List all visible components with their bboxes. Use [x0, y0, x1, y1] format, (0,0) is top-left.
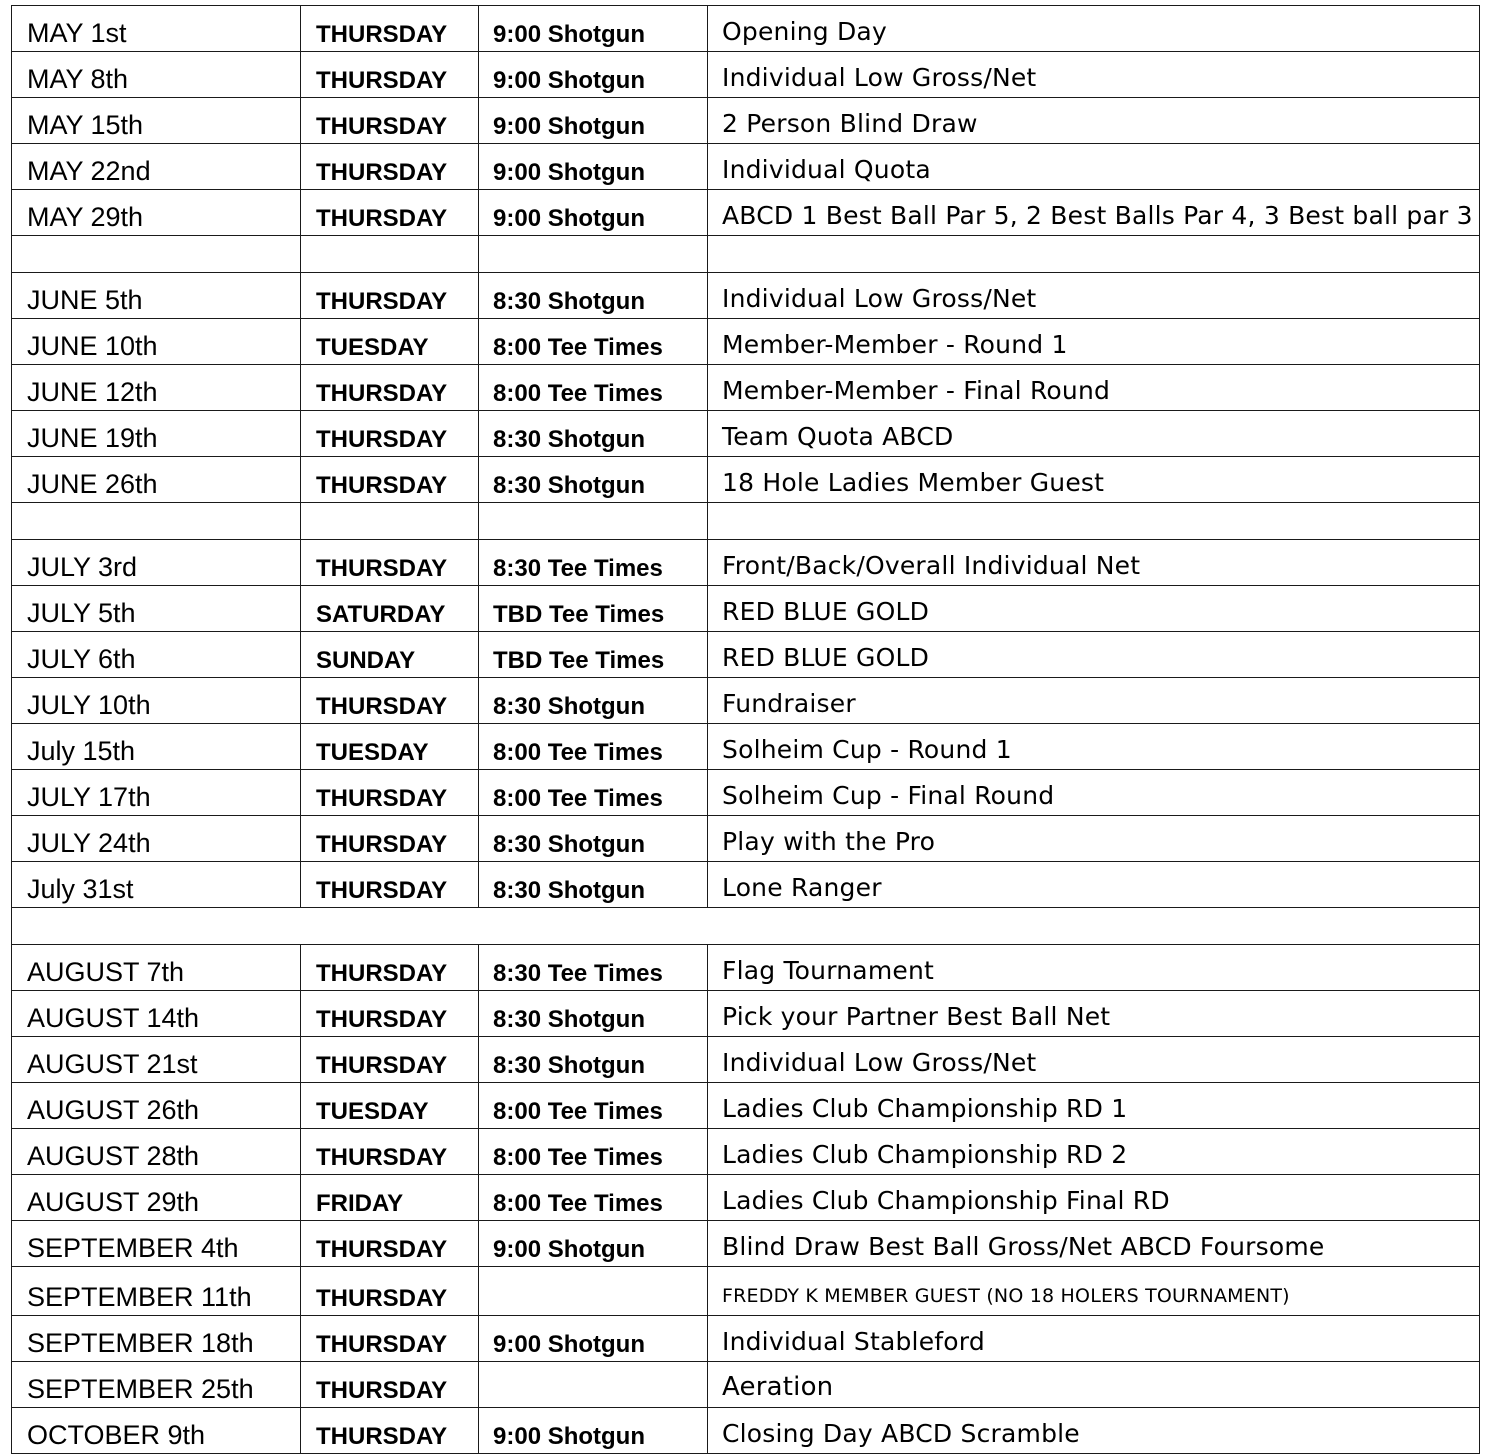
event-date: July 15th — [12, 724, 301, 770]
event-date: JUNE 12th — [12, 365, 301, 411]
spacer-cell — [301, 908, 479, 945]
schedule-row — [12, 1362, 1480, 1408]
event-date: JULY 3rd — [12, 540, 301, 586]
spacer-cell — [708, 503, 1480, 540]
event-date: AUGUST 21st — [12, 1037, 301, 1083]
event-name: RED BLUE GOLD — [708, 586, 1480, 632]
event-weekday: THURSDAY — [301, 52, 479, 98]
event-start-time: 8:00 Tee Times — [479, 724, 708, 770]
event-start-time: 9:00 Shotgun — [479, 190, 708, 236]
event-weekday: THURSDAY — [301, 6, 479, 52]
event-date: AUGUST 28th — [12, 1129, 301, 1175]
event-name: Individual Low Gross/Net — [708, 273, 1480, 319]
schedule-row — [12, 144, 1480, 190]
event-weekday: THURSDAY — [301, 273, 479, 319]
event-start-time: 8:30 Tee Times — [479, 540, 708, 586]
event-weekday: THURSDAY — [301, 98, 479, 144]
event-name: ABCD 1 Best Ball Par 5, 2 Best Balls Par 4, 3 Best ball par 3 — [708, 190, 1480, 236]
event-start-time — [479, 1362, 708, 1408]
event-date: AUGUST 29th — [12, 1175, 301, 1221]
spacer-row — [12, 503, 1480, 540]
event-date: AUGUST 7th — [12, 945, 301, 991]
schedule-row — [12, 1175, 1480, 1221]
schedule-row — [12, 724, 1480, 770]
event-date: SEPTEMBER 25th — [12, 1362, 301, 1408]
event-name: Ladies Club Championship RD 2 — [708, 1129, 1480, 1175]
event-weekday: THURSDAY — [301, 365, 479, 411]
event-name: Ladies Club Championship Final RD — [708, 1175, 1480, 1221]
schedule-row — [12, 862, 1480, 908]
event-start-time: 8:30 Tee Times — [479, 945, 708, 991]
event-name: Team Quota ABCD — [708, 411, 1480, 457]
event-weekday: THURSDAY — [301, 411, 479, 457]
event-start-time: 8:30 Shotgun — [479, 816, 708, 862]
event-date: July 31st — [12, 862, 301, 908]
event-weekday: TUESDAY — [301, 319, 479, 365]
schedule-row — [12, 365, 1480, 411]
event-start-time: 8:30 Shotgun — [479, 273, 708, 319]
schedule-row — [12, 457, 1480, 503]
event-name: Individual Low Gross/Net — [708, 1037, 1480, 1083]
event-name: Lone Ranger — [708, 862, 1480, 908]
event-start-time: TBD Tee Times — [479, 586, 708, 632]
event-date: MAY 8th — [12, 52, 301, 98]
event-name: Solheim Cup - Round 1 — [708, 724, 1480, 770]
event-start-time: 8:00 Tee Times — [479, 1129, 708, 1175]
event-start-time: 9:00 Shotgun — [479, 1316, 708, 1362]
event-start-time: 8:30 Shotgun — [479, 1037, 708, 1083]
event-weekday: THURSDAY — [301, 1316, 479, 1362]
schedule-row — [12, 98, 1480, 144]
event-date: AUGUST 26th — [12, 1083, 301, 1129]
schedule-row — [12, 411, 1480, 457]
event-date: AUGUST 14th — [12, 991, 301, 1037]
event-start-time: 8:00 Tee Times — [479, 1083, 708, 1129]
schedule-row — [12, 816, 1480, 862]
event-start-time: 9:00 Shotgun — [479, 98, 708, 144]
event-name: RED BLUE GOLD — [708, 632, 1480, 678]
schedule-row — [12, 678, 1480, 724]
event-start-time — [479, 1267, 708, 1316]
schedule-row — [12, 632, 1480, 678]
event-date: MAY 22nd — [12, 144, 301, 190]
spacer-cell — [301, 503, 479, 540]
event-date: JUNE 19th — [12, 411, 301, 457]
event-start-time: 8:00 Tee Times — [479, 319, 708, 365]
event-name: Closing Day ABCD Scramble — [708, 1408, 1480, 1454]
event-date: JULY 5th — [12, 586, 301, 632]
event-name: 18 Hole Ladies Member Guest — [708, 457, 1480, 503]
event-name: Individual Stableford — [708, 1316, 1480, 1362]
spacer-cell — [708, 908, 1480, 945]
event-weekday: SATURDAY — [301, 586, 479, 632]
schedule-row — [12, 1129, 1480, 1175]
event-weekday: THURSDAY — [301, 945, 479, 991]
event-weekday: THURSDAY — [301, 1129, 479, 1175]
schedule-row — [12, 770, 1480, 816]
event-date: JULY 10th — [12, 678, 301, 724]
event-name: Individual Low Gross/Net — [708, 52, 1480, 98]
event-date: JULY 24th — [12, 816, 301, 862]
event-start-time: 8:00 Tee Times — [479, 365, 708, 411]
event-date: JUNE 26th — [12, 457, 301, 503]
event-name: Blind Draw Best Ball Gross/Net ABCD Foursome — [708, 1221, 1480, 1267]
schedule-row — [12, 1221, 1480, 1267]
event-name: Aeration — [708, 1362, 1480, 1408]
event-start-time: 8:00 Tee Times — [479, 770, 708, 816]
event-weekday: THURSDAY — [301, 862, 479, 908]
schedule-row — [12, 319, 1480, 365]
event-start-time: 8:30 Shotgun — [479, 411, 708, 457]
event-date: OCTOBER 9th — [12, 1408, 301, 1454]
event-name: Front/Back/Overall Individual Net — [708, 540, 1480, 586]
event-date: JULY 6th — [12, 632, 301, 678]
event-weekday: THURSDAY — [301, 1408, 479, 1454]
event-weekday: THURSDAY — [301, 991, 479, 1037]
event-start-time: 9:00 Shotgun — [479, 52, 708, 98]
event-start-time: TBD Tee Times — [479, 632, 708, 678]
schedule-row — [12, 273, 1480, 319]
event-date: MAY 29th — [12, 190, 301, 236]
event-start-time: 8:30 Shotgun — [479, 862, 708, 908]
event-weekday: THURSDAY — [301, 144, 479, 190]
event-start-time: 8:00 Tee Times — [479, 1175, 708, 1221]
schedule-row — [12, 190, 1480, 236]
spacer-row — [12, 236, 1480, 273]
event-name: Opening Day — [708, 6, 1480, 52]
schedule-row — [12, 6, 1480, 52]
spacer-cell — [479, 236, 708, 273]
schedule-row — [12, 586, 1480, 632]
schedule-row — [12, 991, 1480, 1037]
event-name: Solheim Cup - Final Round — [708, 770, 1480, 816]
event-date: MAY 15th — [12, 98, 301, 144]
schedule-row — [12, 1408, 1480, 1454]
event-date: JULY 17th — [12, 770, 301, 816]
event-start-time: 8:30 Shotgun — [479, 991, 708, 1037]
schedule-row — [12, 945, 1480, 991]
event-start-time: 8:30 Shotgun — [479, 457, 708, 503]
spacer-cell — [479, 503, 708, 540]
spacer-cell — [12, 908, 301, 945]
event-weekday: TUESDAY — [301, 724, 479, 770]
event-date: SEPTEMBER 11th — [12, 1267, 301, 1316]
event-weekday: THURSDAY — [301, 678, 479, 724]
event-name: Member-Member - Round 1 — [708, 319, 1480, 365]
schedule-body — [12, 6, 1480, 1454]
event-name: 2 Person Blind Draw — [708, 98, 1480, 144]
event-date: SEPTEMBER 18th — [12, 1316, 301, 1362]
event-date: SEPTEMBER 4th — [12, 1221, 301, 1267]
event-weekday: THURSDAY — [301, 1037, 479, 1083]
schedule-row — [12, 1083, 1480, 1129]
event-weekday: THURSDAY — [301, 457, 479, 503]
event-name: Member-Member - Final Round — [708, 365, 1480, 411]
event-start-time: 9:00 Shotgun — [479, 1221, 708, 1267]
event-name: Ladies Club Championship RD 1 — [708, 1083, 1480, 1129]
event-weekday: SUNDAY — [301, 632, 479, 678]
spacer-cell — [708, 236, 1480, 273]
schedule-table — [11, 5, 1480, 1454]
event-weekday: THURSDAY — [301, 1221, 479, 1267]
event-weekday: THURSDAY — [301, 1362, 479, 1408]
event-name: Flag Tournament — [708, 945, 1480, 991]
event-start-time: 9:00 Shotgun — [479, 1408, 708, 1454]
spacer-cell — [12, 503, 301, 540]
spacer-row — [12, 908, 1480, 945]
event-weekday: TUESDAY — [301, 1083, 479, 1129]
event-weekday: THURSDAY — [301, 816, 479, 862]
spacer-cell — [12, 236, 301, 273]
event-weekday: THURSDAY — [301, 1267, 479, 1316]
event-name: Individual Quota — [708, 144, 1480, 190]
event-date: MAY 1st — [12, 6, 301, 52]
event-weekday: THURSDAY — [301, 540, 479, 586]
event-name: Fundraiser — [708, 678, 1480, 724]
event-start-time: 9:00 Shotgun — [479, 6, 708, 52]
event-date: JUNE 10th — [12, 319, 301, 365]
schedule-row — [12, 52, 1480, 98]
event-name: Play with the Pro — [708, 816, 1480, 862]
spacer-cell — [479, 908, 708, 945]
schedule-row — [12, 540, 1480, 586]
event-weekday: THURSDAY — [301, 770, 479, 816]
event-start-time: 8:30 Shotgun — [479, 678, 708, 724]
schedule-row — [12, 1037, 1480, 1083]
schedule-row — [12, 1316, 1480, 1362]
event-date: JUNE 5th — [12, 273, 301, 319]
spacer-cell — [301, 236, 479, 273]
event-name: Pick your Partner Best Ball Net — [708, 991, 1480, 1037]
event-name: FREDDY K MEMBER GUEST (NO 18 HOLERS TOURNAMENT) — [708, 1267, 1480, 1316]
event-weekday: THURSDAY — [301, 190, 479, 236]
event-weekday: FRIDAY — [301, 1175, 479, 1221]
event-start-time: 9:00 Shotgun — [479, 144, 708, 190]
schedule-row — [12, 1267, 1480, 1316]
